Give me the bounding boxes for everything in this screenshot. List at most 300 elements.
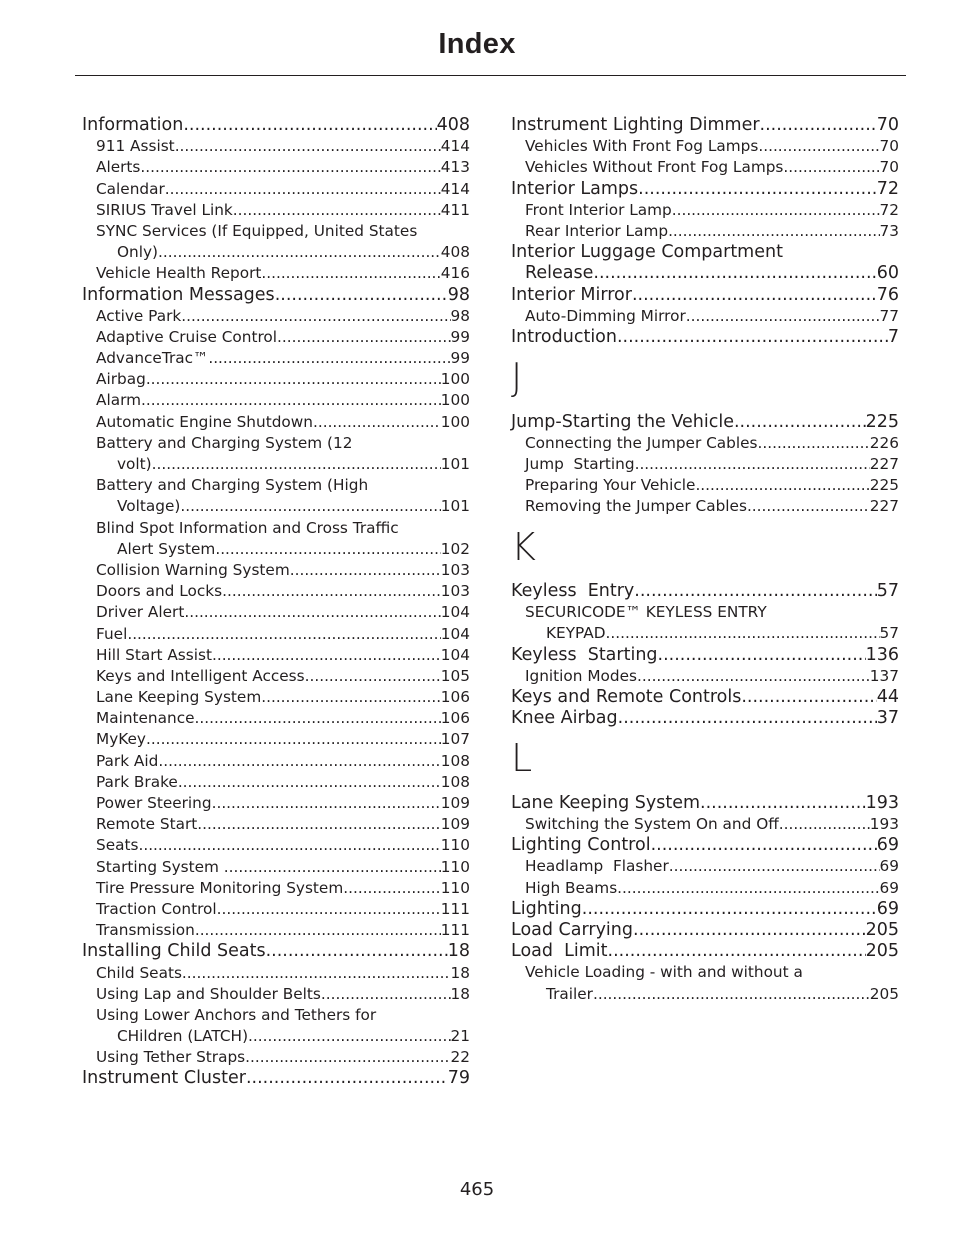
entry-label: Airbag [96,370,146,389]
page-title: Index [438,28,516,60]
dot-leader [246,1068,448,1089]
entry-label: Maintenance [96,709,195,728]
entry-label: Seats [96,836,139,855]
entry-page-number: 110 [440,836,470,855]
index-subentry-collision-warning-system[interactable] [82,560,470,581]
entry-label: Instrument Cluster [82,1068,246,1089]
entry-label: Voltage) [117,497,181,516]
index-subentry-high-beams[interactable] [511,878,899,899]
entry-label: Collision Warning System [96,560,290,579]
entry-page-number: 109 [440,815,470,834]
dot-leader [313,412,441,433]
entry-page-number: 18 [447,941,470,962]
entry-page-number: 76 [876,284,899,305]
entry-page-number: 205 [865,941,899,962]
entry-label: Tire Pressure Monitoring System [96,878,344,897]
index-subentry-driver-alert[interactable] [82,602,470,623]
entry-page-number: 100 [440,391,470,410]
page-number: 465 [459,1179,495,1200]
entry-page-number: 57 [876,581,899,601]
index-entry-introduction[interactable] [511,327,899,348]
entry-page-number: 108 [440,751,470,770]
entry-page-number: 108 [440,772,470,791]
entry-label: Information Messages [82,284,275,305]
entry-page-number: 137 [869,666,899,685]
entry-label: Release [525,263,594,284]
index-subentry-sync-services-if-equipped-united-states-only[interactable] [82,242,470,263]
entry-page-number: 77 [879,306,899,325]
entry-label: Connecting the Jumper Cables [525,433,758,452]
entry-page-number: 69 [876,835,899,856]
entry-page-number: 225 [865,411,899,432]
index-subentry-battery-and-charging-system-high-voltage[interactable] [82,496,470,517]
index-subentry-airbag[interactable] [82,369,470,390]
dot-leader [758,433,870,454]
entry-page-number: 70 [876,115,899,135]
index-subentry-vehicle-health-report[interactable] [82,263,470,284]
dot-leader [138,835,440,856]
entry-label: High Beams [525,878,618,897]
index-subentry-battery-and-charging-system-12-volt-text: Battery and Charging System (12 [96,433,353,452]
entry-label: Lighting Control [511,835,651,856]
dot-leader [158,751,440,772]
entry-page-number: 104 [440,645,470,664]
entry-page-number: 110 [440,878,470,897]
dot-leader [127,624,440,645]
entry-label: Auto-Dimming Mirror [525,306,686,325]
entry-page-number: 414 [440,137,470,156]
index-entry-information-messages[interactable] [82,285,470,306]
dot-leader [617,327,888,348]
index-subentry-vehicles-with-front-fog-lamps[interactable] [511,136,899,157]
entry-label: Load Carrying [511,919,633,940]
entry-label: MyKey [96,730,146,749]
entry-label: Introduction [511,326,617,347]
entry-label: Information [82,115,184,135]
entry-label: Jump Starting [525,454,635,473]
index-entry-lane-keeping-system[interactable] [511,793,899,814]
entry-page-number: 73 [879,221,899,240]
dot-leader [747,496,870,517]
index-entry-interior-luggage-compartment-release[interactable] [511,263,899,284]
entry-label: Vehicles Without Front Fog Lamps [525,158,784,177]
entry-label: Keyless Entry [511,581,635,601]
index-entry-jump-starting-the-vehicle[interactable] [511,412,899,433]
dot-leader [178,772,441,793]
index-entry-instrument-cluster[interactable] [82,1068,470,1089]
dot-leader [321,984,451,1005]
entry-label: Active Park [96,306,182,325]
dot-leader [637,666,870,687]
entry-label: Interior Mirror [511,284,632,305]
dot-leader [582,899,877,920]
entry-label: 911 Assist [96,137,175,156]
dot-leader [165,179,441,200]
dot-leader [593,984,870,1005]
entry-label: Lane Keeping System [511,792,701,813]
dot-leader [180,496,440,517]
entry-page-number: 99 [450,349,470,368]
entry-label: Front Interior Lamp [525,200,672,219]
index-subentry-blind-spot-information-and-cross-traffic-alert-system[interactable] [82,539,470,560]
entry-page-number: 103 [440,560,470,579]
entry-label: Remote Start [96,815,198,834]
entry-page-number: 102 [440,539,470,558]
dot-leader [233,200,441,221]
entry-label: Park Aid [96,751,159,770]
dot-leader [245,1047,450,1068]
index-subentry-using-lower-anchors-and-tethers-for-children-latch[interactable] [82,1026,470,1047]
index-subentry-calendar[interactable] [82,179,470,200]
index-entry-lighting-control[interactable] [511,835,899,856]
index-subentry-automatic-engine-shutdown[interactable] [82,412,470,433]
entry-page-number: 101 [440,497,470,516]
dot-leader [146,729,441,750]
entry-page-number: 69 [879,857,899,876]
entry-page-number: 136 [865,644,899,665]
dot-leader [146,369,441,390]
dot-leader [175,136,441,157]
dot-leader [741,687,876,708]
index-entry-interior-lamps[interactable] [511,179,899,200]
dot-leader [635,454,870,475]
dot-leader [195,920,441,941]
section-letter-l: L [511,736,533,781]
dot-leader [195,708,441,729]
entry-page-number: 21 [450,1027,470,1046]
entry-page-number: 100 [440,370,470,389]
dot-leader [181,306,450,327]
dot-leader [217,899,441,920]
index-subentry-mykey[interactable] [82,729,470,750]
index-subentry-using-lap-and-shoulder-belts[interactable] [82,984,470,1005]
index-column-right [511,115,899,1005]
index-subentry-securicode-keyless-entry-keypad[interactable] [511,623,899,644]
entry-page-number: 22 [450,1048,470,1067]
index-subentry-starting-system[interactable] [82,857,470,878]
entry-page-number: 18 [450,963,470,982]
index-subentry-doors-and-locks[interactable] [82,581,470,602]
dot-leader [632,285,877,306]
entry-page-number: 99 [450,327,470,346]
dot-leader [608,941,866,962]
dot-leader [212,645,441,666]
entry-label: Switching the System On and Off [525,815,779,833]
index-subentry-remote-start[interactable] [82,814,470,835]
index-subentry-fuel[interactable] [82,624,470,645]
entry-page-number: 69 [876,898,899,919]
entry-page-number: 103 [440,582,470,601]
index-entry-installing-child-seats[interactable] [82,941,470,962]
entry-label: CHildren (LATCH) [117,1027,249,1046]
entry-label: Preparing Your Vehicle [525,476,696,495]
entry-label: Trailer [546,984,593,1003]
dot-leader [141,390,441,411]
index-column-left [82,115,470,1090]
entry-label: Calendar [96,179,165,198]
entry-page-number: 60 [876,263,899,284]
entry-page-number: 408 [440,243,470,262]
entry-page-number: 414 [440,179,470,198]
dot-leader [651,835,877,856]
index-subentry-sirius-travel-link[interactable] [82,200,470,221]
entry-label: Ignition Modes [525,666,637,685]
entry-label: Interior Lamps [511,178,639,199]
entry-page-number: 107 [440,730,470,749]
index-entry-keyless-entry[interactable] [511,581,899,602]
index-subentry-using-tether-straps[interactable] [82,1047,470,1068]
entry-page-number: 57 [879,624,899,643]
index-entry-interior-mirror[interactable] [511,285,899,306]
dot-leader [261,263,440,284]
entry-label: Instrument Lighting Dimmer [511,115,760,135]
dot-leader [668,221,879,242]
dot-leader [618,708,877,729]
index-subentry-ignition-modes[interactable] [511,666,899,687]
dot-leader [277,327,451,348]
index-subentry-rear-interior-lamp[interactable] [511,221,899,242]
index-subentry-lane-keeping-system[interactable] [82,687,470,708]
dot-leader [633,920,866,941]
index-subentry-child-seats[interactable] [82,963,470,984]
index-entry-keys-and-remote-controls[interactable] [511,687,899,708]
entry-page-number: 193 [869,815,899,833]
entry-label: Keyless Starting [511,644,658,665]
dot-leader [290,560,441,581]
index-subentry-battery-and-charging-system-high-voltage-text: Battery and Charging System (High [96,476,369,495]
entry-page-number: 70 [879,137,899,156]
entry-label: Alert System [117,539,216,558]
index-subentry-using-lower-anchors-and-tethers-for-children-latch-text: Using Lower Anchors and Tethers for [96,1005,377,1024]
index-subentry-power-steering[interactable] [82,793,470,814]
entry-page-number: 106 [440,709,470,728]
dot-leader [266,941,448,962]
index-subentry-battery-and-charging-system-12-volt[interactable] [82,454,470,475]
entry-page-number: 110 [440,857,470,876]
index-entry-knee-airbag[interactable] [511,708,899,729]
index-entry-load-carrying[interactable] [511,920,899,941]
index-subentry-switching-the-system-on-and-off[interactable] [511,814,899,835]
dot-leader [158,242,441,263]
entry-page-number: 69 [879,878,899,897]
entry-label: Child Seats [96,963,182,982]
dot-leader [248,1026,450,1047]
dot-leader [760,115,877,136]
entry-page-number: 98 [450,306,470,325]
entry-page-number: 101 [440,455,470,473]
index-subentry-front-interior-lamp[interactable] [511,200,899,221]
dot-leader [672,200,880,221]
entry-label: Keys and Remote Controls [511,686,742,707]
dot-leader [617,878,879,899]
dot-leader [215,539,440,560]
entry-page-number: 416 [440,264,470,283]
entry-label: Lane Keeping System [96,688,262,707]
entry-label: Adaptive Cruise Control [96,327,278,346]
dot-leader [208,348,450,369]
entry-page-number: 225 [869,476,899,495]
entry-page-number: 227 [869,454,899,473]
entry-label: Power Steering [96,794,212,812]
entry-label: Removing the Jumper Cables [525,497,747,516]
index-subentry-alarm[interactable] [82,390,470,411]
dot-leader [695,475,869,496]
index-subentry-auto-dimming-mirror[interactable] [511,306,899,327]
index-subentry-preparing-your-vehicle[interactable] [511,475,899,496]
dot-leader [275,285,448,306]
index-subentry-jump-starting[interactable] [511,454,899,475]
entry-label: Vehicle Health Report [96,264,262,283]
dot-leader [758,136,879,157]
entry-page-number: 205 [865,919,899,940]
entry-page-number: 411 [440,200,470,219]
dot-leader [343,878,441,899]
entry-label: Alerts [96,158,141,177]
entry-page-number: 104 [440,603,470,622]
entry-page-number: 193 [865,792,899,813]
dot-leader [261,687,441,708]
dot-leader [658,645,866,666]
dot-leader [593,263,876,284]
entry-page-number: 413 [440,158,470,177]
index-entry-load-limit[interactable] [511,941,899,962]
entry-page-number: 226 [869,433,899,452]
entry-page-number: 106 [440,688,470,707]
entry-page-number: 105 [440,666,470,685]
index-subentry-maintenance[interactable] [82,708,470,729]
entry-page-number: 70 [879,158,899,177]
dot-leader [184,602,440,623]
entry-page-number: 109 [440,794,470,812]
index-subentry-keys-and-intelligent-access[interactable] [82,666,470,687]
index-subentry-seats[interactable] [82,835,470,856]
entry-page-number: 79 [447,1068,470,1089]
index-subentry-transmission[interactable] [82,920,470,941]
dot-leader [197,814,441,835]
index-subentry-traction-control[interactable] [82,899,470,920]
entry-label: Headlamp Flasher [525,857,669,876]
entry-label: Fuel [96,624,128,643]
index-subentry-advancetrac[interactable] [82,348,470,369]
index-subentry-sync-services-if-equipped-united-states-only-text: SYNC Services (If Equipped, United States [96,221,418,240]
entry-label: Automatic Engine Shutdown [96,412,313,431]
entry-page-number: 205 [869,984,899,1003]
entry-label: volt) [117,455,152,473]
entry-label: Knee Airbag [511,708,618,729]
entry-label: Using Tether Straps [96,1048,246,1067]
entry-label: Starting System [96,857,224,876]
index-subentry-active-park[interactable] [82,306,470,327]
index-subentry-vehicles-without-front-fog-lamps[interactable] [511,157,899,178]
index-entry-lighting[interactable] [511,899,899,920]
dot-leader [783,157,879,178]
index-subentry-park-aid[interactable] [82,751,470,772]
index-entry-instrument-lighting-dimmer[interactable] [511,115,899,136]
entry-page-number: 227 [869,497,899,516]
dot-leader [152,454,441,475]
entry-label: Transmission [96,921,195,940]
entry-label: Lighting [511,898,582,919]
entry-page-number: 111 [440,899,470,918]
entry-label: Only) [117,243,159,262]
dot-leader [222,581,441,602]
title-divider [75,75,906,76]
entry-label: AdvanceTrac™ [96,349,209,368]
entry-label: KEYPAD [546,624,606,643]
index-subentry-tire-pressure-monitoring-system[interactable] [82,878,470,899]
dot-leader [305,666,441,687]
index-subentry-blind-spot-information-and-cross-traffic-alert-system-text: Blind Spot Information and Cross Traffic [96,518,399,537]
entry-label: Hill Start Assist [96,645,212,664]
index-subentry-connecting-the-jumper-cables[interactable] [511,433,899,454]
index-subentry-vehicle-loading-with-and-without-a-trailer[interactable] [511,984,899,1005]
dot-leader [140,157,440,178]
dot-leader [669,856,880,877]
index-subentry-park-brake[interactable] [82,772,470,793]
index-subentry-vehicle-loading-with-and-without-a-trailer-text: Vehicle Loading - with and without a [525,963,803,982]
index-subentry-adaptive-cruise-control[interactable] [82,327,470,348]
entry-page-number: 44 [876,686,899,707]
entry-label: Doors and Locks [96,582,223,601]
entry-page-number: 7 [887,326,899,347]
index-entry-keyless-starting[interactable] [511,645,899,666]
index-subentry-securicode-keyless-entry-keypad-text: SECURICODE™ KEYLESS ENTRY [525,603,767,622]
dot-leader [734,412,866,433]
section-letter-k: K [511,524,536,569]
entry-label: Rear Interior Lamp [525,221,669,240]
entry-label: Load Limit [511,941,608,962]
index-entry-information[interactable] [82,115,470,136]
section-letter-j: J [511,355,523,400]
entry-label: Traction Control [96,899,217,918]
index-subentry-alerts[interactable] [82,157,470,178]
entry-page-number: 72 [876,178,899,199]
entry-label: Jump-Starting the Vehicle [511,411,734,432]
dot-leader [606,623,880,644]
dot-leader [638,179,877,200]
entry-label: SIRIUS Travel Link [96,200,233,219]
entry-label: Keys and Intelligent Access [96,666,305,685]
index-subentry-hill-start-assist[interactable] [82,645,470,666]
entry-page-number: 98 [447,284,470,305]
entry-page-number: 408 [436,115,470,135]
dot-leader [779,814,870,835]
entry-page-number: 100 [440,412,470,431]
dot-leader [212,793,441,814]
dot-leader [686,306,880,327]
entry-page-number: 111 [440,921,470,940]
entry-label: Park Brake [96,772,178,791]
entry-label: Installing Child Seats [82,941,266,962]
index-entry-interior-luggage-compartment-release-text: Interior Luggage Compartment [511,242,783,263]
entry-page-number: 37 [876,708,899,729]
dot-leader [700,793,866,814]
entry-page-number: 72 [879,200,899,219]
entry-label: Driver Alert [96,603,185,622]
index-subentry-911-assist[interactable] [82,136,470,157]
entry-page-number: 18 [450,984,470,1003]
dot-leader [224,857,441,878]
dot-leader [183,115,436,136]
entry-label: Vehicles With Front Fog Lamps [525,137,759,156]
index-subentry-removing-the-jumper-cables[interactable] [511,496,899,517]
entry-page-number: 104 [440,624,470,643]
dot-leader [182,963,451,984]
entry-label: Using Lap and Shoulder Belts [96,984,321,1003]
index-subentry-headlamp-flasher[interactable] [511,856,899,877]
entry-label: Alarm [96,391,142,410]
dot-leader [634,581,876,602]
